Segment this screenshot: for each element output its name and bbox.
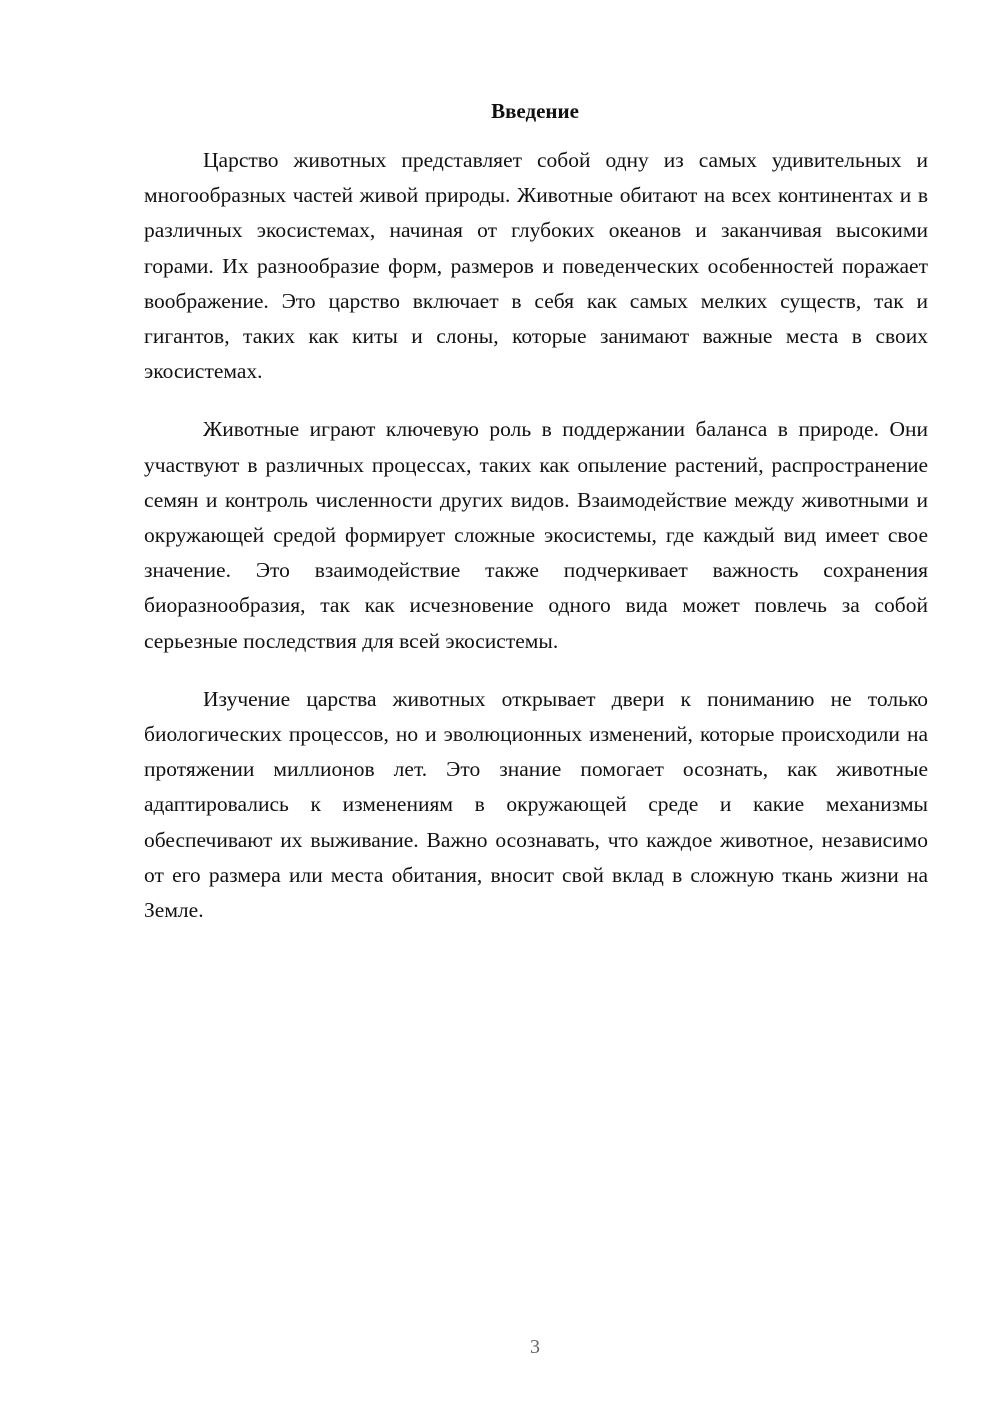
paragraph-1: Царство животных представляет собой одну из самых удивительных и многообразных частей живой природы. Животные обитают на всех континентах и в различных экосистемах, начиная от глубоких океанов и заканчивая высокими горами. Их разнообразие форм, размеров и поведенческих особенностей поражает воображение. Это царство включает в себя как самых мелких существ, так и гигантов, таких как киты и слоны, которые занимают важные места в своих экосистемах. [144, 148, 928, 384]
body-text [144, 143, 928, 951]
page-number: 3 [530, 1336, 540, 1358]
paragraph-3: Изучение царства животных открывает двери к пониманию не только биологических процессов, но и эволюционных изменений, которые происходили на протяжении миллионов лет. Это знание помогает осознать, как животные адаптировались к изменениям в окружающей среде и какие механизмы обеспечивают их выживание. Важно осознавать, что каждое животное, независимо от его размера или места обитания, вносит свой вклад в сложную ткань жизни на Земле. [144, 686, 928, 923]
paragraph-2: Животные играют ключевую роль в поддержании баланса в природе. Они участвуют в различных процессах, таких как опыление растений, распространение семян и контроль численности других видов. Взаимодействие между животными и окружающей средой формирует сложные экосистемы, где каждый вид имеет свое значение. Это взаимодействие также подчеркивает важность сохранения биоразнообразия, так как исчезновение одного вида может повлечь за собой серьезные последствия для всей экосистемы. [144, 417, 928, 653]
section-heading: Введение [491, 99, 579, 123]
